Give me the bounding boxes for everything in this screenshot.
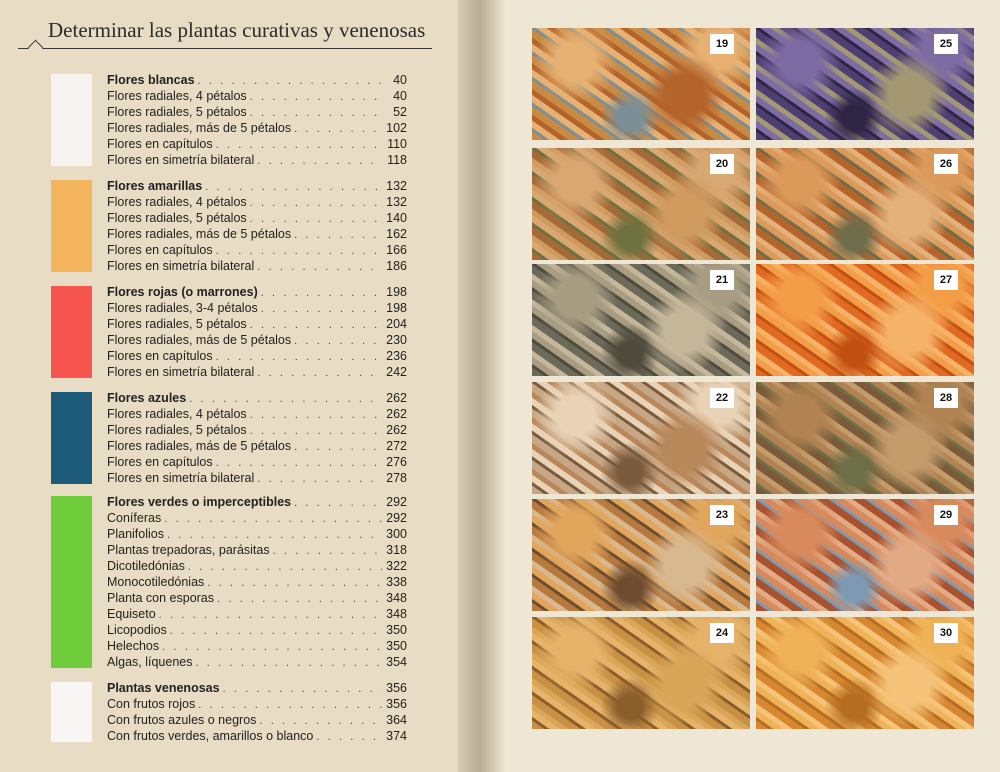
entry-label: Planta con esporas — [107, 591, 215, 605]
index-entry[interactable] — [107, 590, 407, 606]
index-entry[interactable] — [107, 654, 407, 670]
entry-label: Flores radiales, más de 5 pétalos — [107, 121, 292, 135]
entry-page-number: 262 — [386, 423, 407, 437]
entry-label: Planifolios — [107, 527, 164, 541]
photo-number-label: 20 — [710, 154, 734, 174]
plant-photo — [532, 264, 750, 376]
index-entry[interactable] — [107, 242, 407, 258]
photo-number-label: 24 — [710, 623, 734, 643]
entry-list — [107, 390, 407, 486]
entry-page-number: 300 — [386, 527, 407, 541]
section-heading[interactable] — [107, 178, 407, 194]
index-entry[interactable] — [107, 638, 407, 654]
plant-photo — [532, 617, 750, 729]
index-entry[interactable] — [107, 510, 407, 526]
entry-page-number: 364 — [386, 713, 407, 727]
leader-dots — [217, 591, 382, 607]
entry-page-number: 132 — [386, 179, 407, 193]
entry-list — [107, 494, 407, 670]
plant-photo — [532, 28, 750, 140]
index-entry[interactable] — [107, 438, 407, 454]
entry-page-number: 140 — [386, 211, 407, 225]
leader-dots — [250, 407, 382, 423]
entry-label: Flores en simetría bilateral — [107, 259, 255, 273]
entry-label: Equiseto — [107, 607, 156, 621]
leader-dots — [170, 623, 382, 639]
entry-label: Flores azules — [107, 391, 187, 405]
left-page — [0, 0, 458, 772]
entry-page-number: 374 — [386, 729, 407, 743]
leader-dots — [250, 317, 382, 333]
entry-list — [107, 72, 407, 168]
entry-page-number: 132 — [386, 195, 407, 209]
entry-page-number: 204 — [386, 317, 407, 331]
leader-dots — [195, 655, 382, 671]
entry-page-number: 166 — [386, 243, 407, 257]
color-swatch — [51, 392, 92, 484]
entry-page-number: 236 — [386, 349, 407, 363]
photo-number-label: 29 — [934, 505, 958, 525]
color-swatch — [51, 74, 92, 166]
index-entry[interactable] — [107, 226, 407, 242]
plant-photo — [756, 28, 974, 140]
book-spine — [458, 0, 506, 772]
index-entry[interactable] — [107, 364, 407, 380]
leader-dots — [216, 243, 382, 259]
index-entry[interactable] — [107, 406, 407, 422]
photo-number-label: 19 — [710, 34, 734, 54]
index-entry[interactable] — [107, 152, 407, 168]
title-rule — [18, 48, 432, 49]
leader-dots — [216, 455, 382, 471]
entry-label: Flores radiales, 5 pétalos — [107, 211, 247, 225]
leader-dots — [188, 559, 382, 575]
entry-label: Flores radiales, más de 5 pétalos — [107, 333, 292, 347]
entry-page-number: 338 — [386, 575, 407, 589]
entry-page-number: 354 — [386, 655, 407, 669]
leader-dots — [294, 495, 382, 511]
entry-list — [107, 680, 407, 744]
section-heading[interactable] — [107, 284, 407, 300]
entry-label: Flores radiales, 5 pétalos — [107, 105, 247, 119]
entry-label: Con frutos rojos — [107, 697, 196, 711]
entry-label: Flores radiales, 5 pétalos — [107, 317, 247, 331]
leader-dots — [261, 285, 382, 301]
leader-dots — [250, 211, 382, 227]
leader-dots — [216, 349, 382, 365]
entry-label: Flores radiales, 4 pétalos — [107, 89, 247, 103]
entry-page-number: 348 — [386, 591, 407, 605]
index-entry[interactable] — [107, 194, 407, 210]
entry-label: Algas, líquenes — [107, 655, 193, 669]
entry-label: Flores en capítulos — [107, 349, 213, 363]
leader-dots — [250, 195, 382, 211]
leader-dots — [223, 681, 382, 697]
entry-page-number: 102 — [386, 121, 407, 135]
plant-photo — [532, 382, 750, 494]
leader-dots — [167, 527, 382, 543]
entry-label: Helechos — [107, 639, 160, 653]
entry-page-number: 356 — [386, 681, 407, 695]
leader-dots — [216, 137, 382, 153]
entry-page-number: 186 — [386, 259, 407, 273]
entry-page-number: 262 — [386, 407, 407, 421]
entry-page-number: 322 — [386, 559, 407, 573]
entry-page-number: 318 — [386, 543, 407, 557]
index-entry[interactable] — [107, 120, 407, 136]
photo-number-label: 27 — [934, 270, 958, 290]
entry-list — [107, 284, 407, 380]
entry-label: Flores amarillas — [107, 179, 203, 193]
leader-dots — [257, 365, 382, 381]
entry-label: Flores radiales, 3-4 pétalos — [107, 301, 258, 315]
right-page — [506, 0, 1000, 772]
entry-label: Flores en capítulos — [107, 243, 213, 257]
entry-label: Flores blancas — [107, 73, 195, 87]
entry-page-number: 242 — [386, 365, 407, 379]
entry-label: Flores radiales, más de 5 pétalos — [107, 227, 292, 241]
color-swatch — [51, 180, 92, 272]
index-entry[interactable] — [107, 454, 407, 470]
entry-label: Dicotiledónias — [107, 559, 185, 573]
index-entry[interactable] — [107, 728, 407, 744]
index-entry[interactable] — [107, 696, 407, 712]
color-swatch — [51, 286, 92, 378]
entry-label: Flores rojas (o marrones) — [107, 285, 258, 299]
photo-number-label: 25 — [934, 34, 958, 54]
index-entry[interactable] — [107, 332, 407, 348]
leader-dots — [259, 713, 382, 729]
leader-dots — [294, 121, 382, 137]
entry-label: Flores radiales, 5 pétalos — [107, 423, 247, 437]
entry-label: Flores en capítulos — [107, 137, 213, 151]
index-entry[interactable] — [107, 470, 407, 486]
entry-list — [107, 178, 407, 274]
leader-dots — [257, 153, 382, 169]
photo-number-label: 30 — [934, 623, 958, 643]
entry-page-number: 230 — [386, 333, 407, 347]
entry-label: Monocotiledónias — [107, 575, 205, 589]
section-heading[interactable] — [107, 390, 407, 406]
section-heading[interactable] — [107, 494, 407, 510]
photo-number-label: 21 — [710, 270, 734, 290]
leader-dots — [189, 391, 382, 407]
entry-label: Flores en simetría bilateral — [107, 365, 255, 379]
entry-label: Plantas trepadoras, parásitas — [107, 543, 270, 557]
index-entry[interactable] — [107, 316, 407, 332]
leader-dots — [294, 333, 382, 349]
leader-dots — [294, 227, 382, 243]
leader-dots — [159, 607, 382, 623]
plant-photo — [756, 617, 974, 729]
leader-dots — [273, 543, 382, 559]
entry-page-number: 348 — [386, 607, 407, 621]
plant-photo — [532, 499, 750, 611]
leader-dots — [207, 575, 382, 591]
entry-label: Licopodios — [107, 623, 167, 637]
entry-page-number: 198 — [386, 301, 407, 315]
photo-number-label: 23 — [710, 505, 734, 525]
leader-dots — [250, 423, 382, 439]
entry-label: Plantas venenosas — [107, 681, 220, 695]
leader-dots — [198, 697, 382, 713]
index-entry[interactable] — [107, 422, 407, 438]
index-entry[interactable] — [107, 622, 407, 638]
entry-page-number: 52 — [393, 105, 407, 119]
index-entry[interactable] — [107, 258, 407, 274]
entry-page-number: 278 — [386, 471, 407, 485]
entry-page-number: 350 — [386, 623, 407, 637]
leader-dots — [294, 439, 382, 455]
index-entry[interactable] — [107, 712, 407, 728]
entry-page-number: 356 — [386, 697, 407, 711]
entry-page-number: 262 — [386, 391, 407, 405]
index-entry[interactable] — [107, 526, 407, 542]
index-entry[interactable] — [107, 88, 407, 104]
leader-dots — [261, 301, 382, 317]
index-entry[interactable] — [107, 542, 407, 558]
index-entry[interactable] — [107, 574, 407, 590]
entry-label: Flores radiales, 4 pétalos — [107, 195, 247, 209]
entry-label: Flores en simetría bilateral — [107, 153, 255, 167]
entry-page-number: 198 — [386, 285, 407, 299]
entry-page-number: 276 — [386, 455, 407, 469]
leader-dots — [257, 259, 382, 275]
entry-label: Coníferas — [107, 511, 162, 525]
photo-number-label: 22 — [710, 388, 734, 408]
section-heading[interactable] — [107, 680, 407, 696]
leader-dots — [162, 639, 382, 655]
entry-page-number: 40 — [393, 73, 407, 87]
index-entry[interactable] — [107, 104, 407, 120]
leader-dots — [198, 73, 382, 89]
index-entry[interactable] — [107, 210, 407, 226]
leader-dots — [316, 729, 382, 745]
section-heading[interactable] — [107, 72, 407, 88]
entry-page-number: 162 — [386, 227, 407, 241]
plant-photo — [756, 264, 974, 376]
plant-photo — [532, 148, 750, 260]
entry-label: Con frutos azules o negros — [107, 713, 257, 727]
plant-photo — [756, 382, 974, 494]
page-title: Determinar las plantas curativas y venenosas — [48, 18, 426, 42]
entry-page-number: 292 — [386, 511, 407, 525]
color-swatch — [51, 682, 92, 742]
plant-photo — [756, 499, 974, 611]
index-entry[interactable] — [107, 606, 407, 622]
color-swatch — [51, 496, 92, 668]
leader-dots — [250, 89, 382, 105]
entry-page-number: 118 — [387, 153, 407, 167]
entry-label: Flores en simetría bilateral — [107, 471, 255, 485]
leader-dots — [164, 511, 382, 527]
entry-label: Flores radiales, más de 5 pétalos — [107, 439, 292, 453]
index-entry[interactable] — [107, 300, 407, 316]
entry-page-number: 40 — [393, 89, 407, 103]
leader-dots — [205, 179, 382, 195]
photo-number-label: 26 — [934, 154, 958, 174]
entry-page-number: 292 — [386, 495, 407, 509]
plant-photo — [756, 148, 974, 260]
leader-dots — [250, 105, 382, 121]
entry-label: Con frutos verdes, amarillos o blanco — [107, 729, 314, 743]
index-entry[interactable] — [107, 558, 407, 574]
index-entry[interactable] — [107, 136, 407, 152]
entry-page-number: 350 — [386, 639, 407, 653]
entry-label: Flores radiales, 4 pétalos — [107, 407, 247, 421]
entry-page-number: 272 — [386, 439, 407, 453]
leader-dots — [257, 471, 382, 487]
title-notch — [28, 40, 44, 56]
entry-label: Flores en capítulos — [107, 455, 213, 469]
index-entry[interactable] — [107, 348, 407, 364]
entry-page-number: 110 — [387, 137, 407, 151]
entry-label: Flores verdes o imperceptibles — [107, 495, 292, 509]
photo-number-label: 28 — [934, 388, 958, 408]
